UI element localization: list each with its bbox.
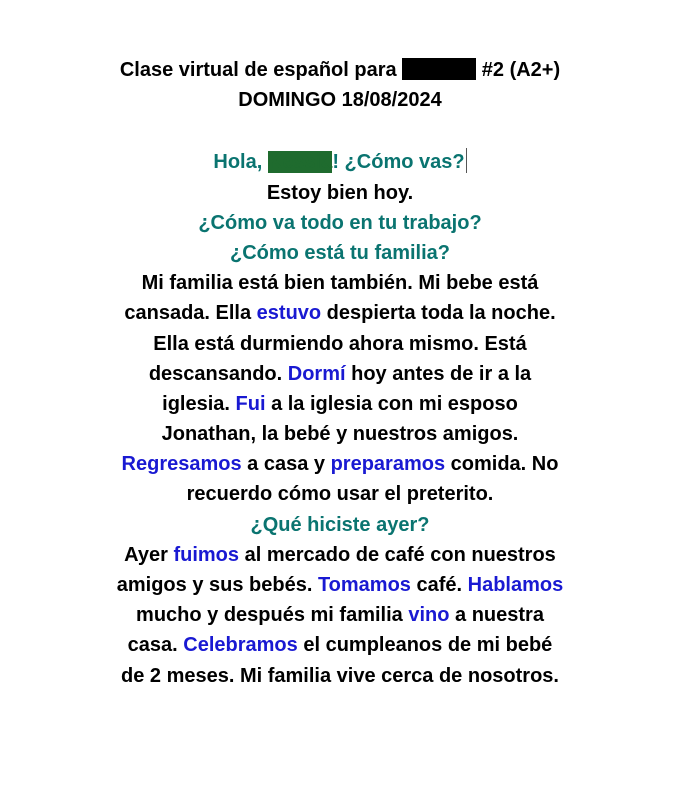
date-line: DOMINGO 18/08/2024 <box>238 89 442 112</box>
answer-text: al mercado de café con nuestros <box>239 543 556 566</box>
highlighted-name: Kessia <box>267 151 333 174</box>
greeting-text: Hola, <box>213 151 268 174</box>
past-tense-verb: Tomamos <box>317 574 411 596</box>
answer-text: cansada. Ella <box>124 302 257 325</box>
answer-line: de 2 meses. Mi familia vive cerca de nosotros. <box>121 664 559 687</box>
answer-text: Ayer <box>124 543 174 566</box>
question-work: ¿Cómo va todo en tu trabajo? <box>198 211 482 234</box>
past-tense-verb: Dormí <box>287 362 346 385</box>
answer-text: iglesia. <box>162 392 236 415</box>
past-tense-verb: fuimos <box>173 543 240 566</box>
answer-text: hoy antes de ir a la <box>345 362 532 385</box>
answer-text: mucho y después mi familia <box>136 604 409 627</box>
question-family: ¿Cómo está tu familia? <box>229 241 451 264</box>
answer-line <box>0 298 680 328</box>
answer-line: Mi familia está bien también. Mi bebe está <box>141 272 539 295</box>
answer-line <box>0 630 680 660</box>
page-title <box>0 55 680 85</box>
answer-line <box>0 570 680 600</box>
past-tense-verb: Hablamos <box>467 574 564 596</box>
past-tense-verb: Celebramos <box>183 634 298 657</box>
answer-line <box>0 359 680 389</box>
past-tense-verb: vino <box>408 604 450 627</box>
answer-line <box>0 600 680 630</box>
answer-text: descansando. <box>148 362 288 385</box>
greeting-question: ! ¿Cómo vas? <box>332 151 465 174</box>
answer-line <box>0 540 680 570</box>
past-tense-verb: Regresamos <box>121 453 242 476</box>
text-cursor <box>466 148 467 173</box>
answer-line <box>0 449 680 479</box>
answer-line: recuerdo cómo usar el preterito. <box>186 483 494 506</box>
past-tense-verb: Fui <box>235 392 266 415</box>
answer-text: casa. <box>127 634 184 657</box>
answer-line: Jonathan, la bebé y nuestros amigos. <box>161 423 519 446</box>
question-greeting <box>0 147 680 177</box>
answer-text: a la iglesia con mi esposo <box>265 392 518 415</box>
answer-text: café. <box>410 574 468 596</box>
answer-text: amigos y sus bebés. <box>116 574 318 596</box>
answer-text: a nuestra <box>449 604 544 627</box>
spacer <box>0 115 680 147</box>
answer-text: a casa y <box>241 453 331 476</box>
document-body <box>0 55 680 691</box>
title-prefix: Clase virtual de español para <box>119 59 403 81</box>
title-suffix: #2 (A2+) <box>476 59 561 81</box>
past-tense-verb: estuvo <box>256 302 322 325</box>
question-yesterday: ¿Qué hiciste ayer? <box>250 513 430 536</box>
answer-text: comida. No <box>445 453 559 476</box>
answer-line: Estoy bien hoy. <box>266 181 414 204</box>
redacted-name-box <box>402 58 476 80</box>
answer-text: despierta toda la noche. <box>321 302 556 325</box>
answer-line <box>0 389 680 419</box>
answer-line: Ella está durmiendo ahora mismo. Está <box>153 332 527 355</box>
answer-text: el cumpleanos de mi bebé <box>297 634 553 657</box>
past-tense-verb: preparamos <box>330 453 446 476</box>
